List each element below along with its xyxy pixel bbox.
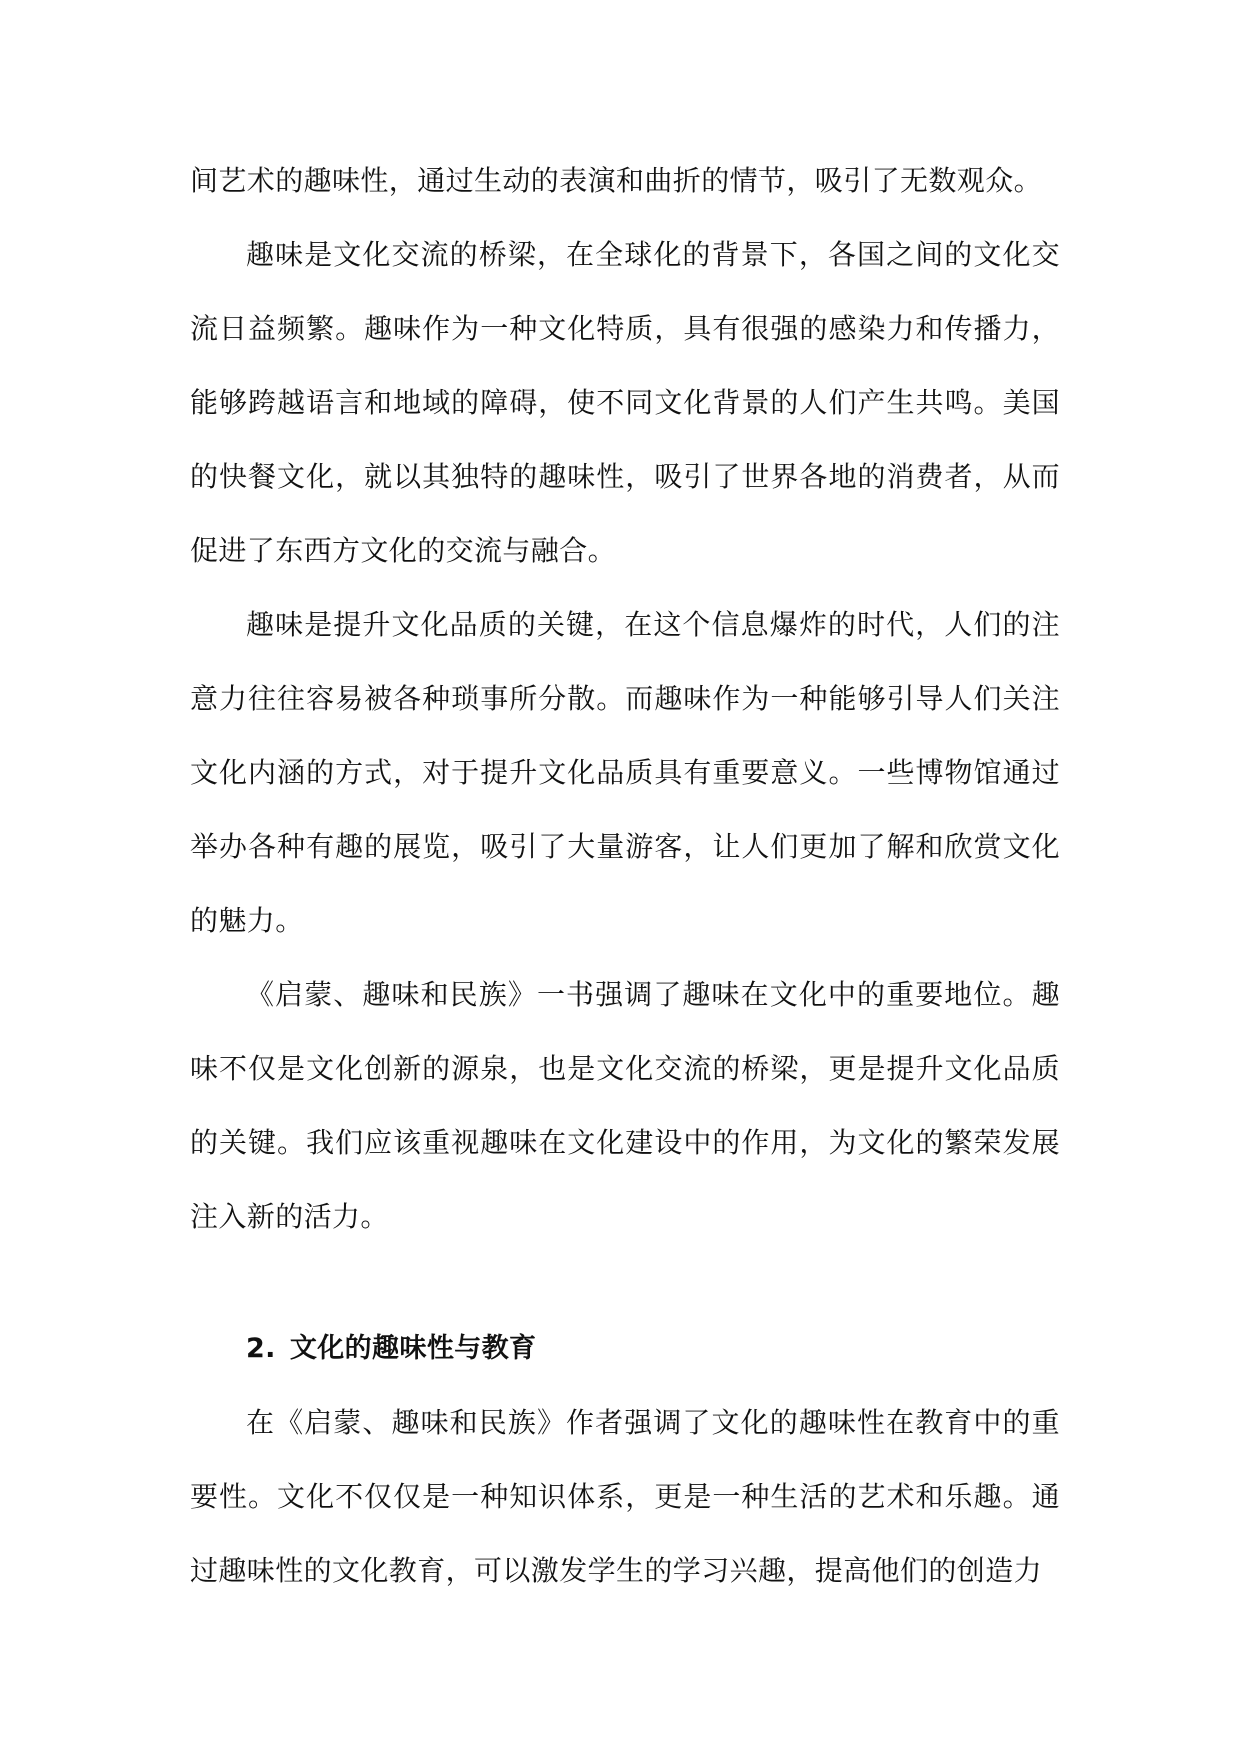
paragraph-2: 趣味是文化交流的桥梁，在全球化的背景下，各国之间的文化交流日益频繁。趣味作为一种文化特质，具有很强的感染力和传播力，能够跨越语言和地域的障碍，使不同文化背景的人们产生共鸣。美国的快餐文化，就以其独特的趣味性，吸引了世界各地的消费者，从而促进了东西方文化的交流与融合。 <box>190 238 1060 567</box>
body-text <box>190 144 1060 1608</box>
paragraph-5: 在《启蒙、趣味和民族》作者强调了文化的趣味性在教育中的重要性。文化不仅仅是一种知识体系，更是一种生活的艺术和乐趣。通过趣味性的文化教育，可以激发学生的学习兴趣，提高他们的创造力 <box>190 1406 1060 1587</box>
section-heading <box>190 1312 1060 1386</box>
section-number: 2. <box>246 1333 276 1364</box>
paragraph-1: 间艺术的趣味性，通过生动的表演和曲折的情节，吸引了无数观众。 <box>190 164 1043 197</box>
paragraph-3: 趣味是提升文化品质的关键，在这个信息爆炸的时代，人们的注意力往往容易被各种琐事所分散。而趣味作为一种能够引导人们关注文化内涵的方式，对于提升文化品质具有重要意义。一些博物馆通过举办各种有趣的展览，吸引了大量游客，让人们更加了解和欣赏文化的魅力。 <box>190 608 1060 937</box>
section-title: 文化的趣味性与教育 <box>289 1333 537 1364</box>
paragraph-4: 《启蒙、趣味和民族》一书强调了趣味在文化中的重要地位。趣味不仅是文化创新的源泉，也是文化交流的桥梁，更是提升文化品质的关键。我们应该重视趣味在文化建设中的作用，为文化的繁荣发展注入新的活力。 <box>190 978 1060 1233</box>
